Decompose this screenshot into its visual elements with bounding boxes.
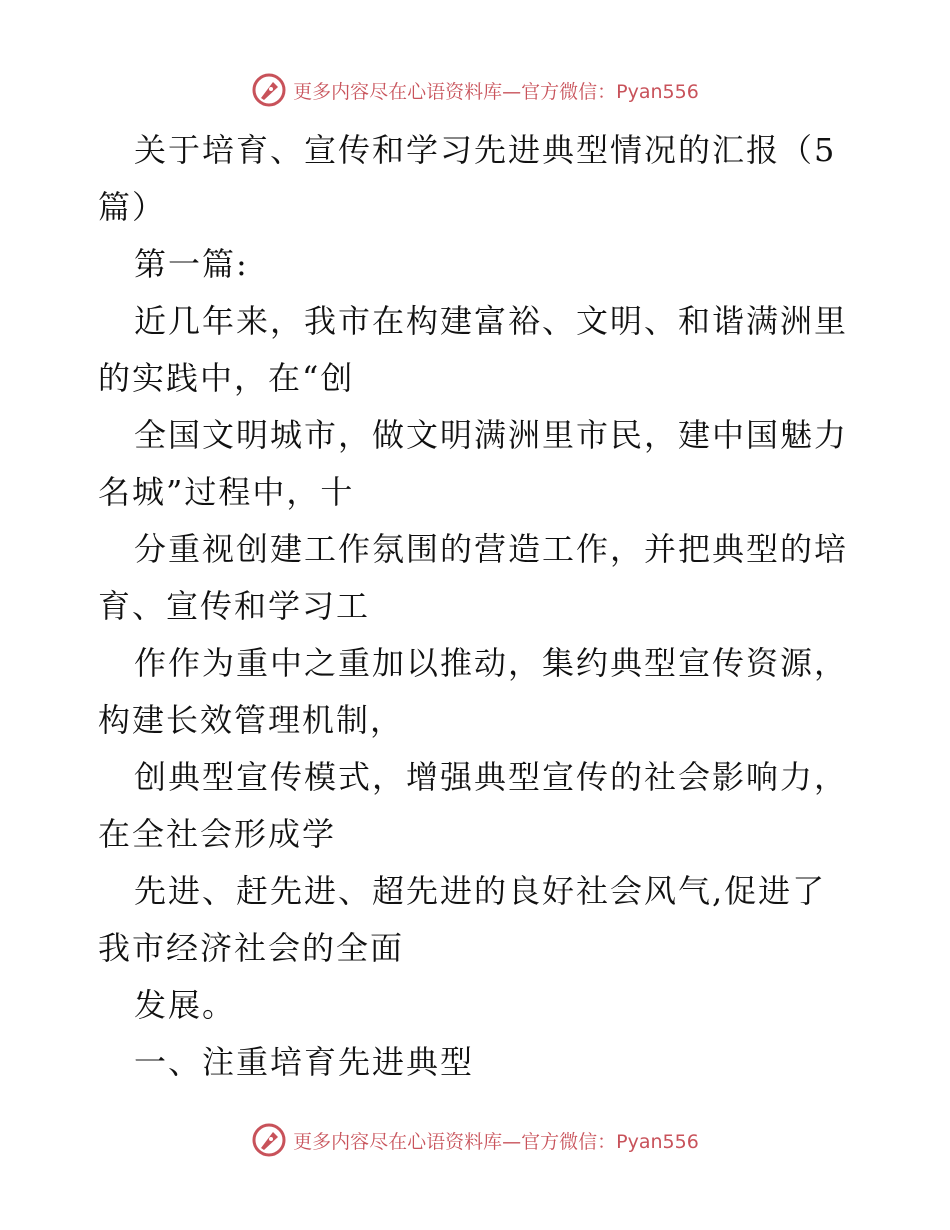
pen-nib-icon xyxy=(251,72,287,108)
paragraph-line: 构建长效管理机制， xyxy=(98,701,405,739)
subsection-heading: 一、注重培育先进典型 xyxy=(134,1043,475,1081)
paragraph-line: 全国文明城市，做文明满洲里市民，建中国魅力 xyxy=(134,416,849,454)
paragraph-line: 分重视创建工作氛围的营造工作，并把典型的培 xyxy=(134,530,849,568)
section-heading: 第一篇: xyxy=(134,245,249,283)
paragraph-line: 名城”过程中，十 xyxy=(98,473,355,511)
pen-nib-icon xyxy=(251,1122,287,1158)
paragraph-line: 的实践中，在“创 xyxy=(98,359,355,397)
paragraph-line: 育、宣传和学习工 xyxy=(98,587,371,625)
title-line-2: 篇） xyxy=(98,188,167,226)
footer-banner xyxy=(0,1120,950,1160)
paragraph-line: 作作为重中之重加以推动，集约典型宣传资源， xyxy=(134,644,849,682)
header-banner xyxy=(0,70,950,110)
header-banner-text: 更多内容尽在心语资料库—官方微信：Pyan556 xyxy=(293,80,699,103)
paragraph-line: 发展。 xyxy=(134,986,237,1024)
paragraph-line: 创典型宣传模式，增强典型宣传的社会影响力， xyxy=(134,758,849,796)
paragraph-line: 我市经济社会的全面 xyxy=(98,929,405,967)
paragraph-line: 近几年来，我市在构建富裕、文明、和谐满洲里 xyxy=(134,302,849,340)
title-line-1: 关于培育、宣传和学习先进典型情况的汇报（5 xyxy=(134,131,837,169)
document-body xyxy=(98,122,858,1091)
paragraph-line: 在全社会形成学 xyxy=(98,815,337,853)
paragraph-line: 先进、赶先进、超先进的良好社会风气,促进了 xyxy=(134,872,827,910)
footer-banner-text: 更多内容尽在心语资料库—官方微信：Pyan556 xyxy=(293,1130,699,1153)
